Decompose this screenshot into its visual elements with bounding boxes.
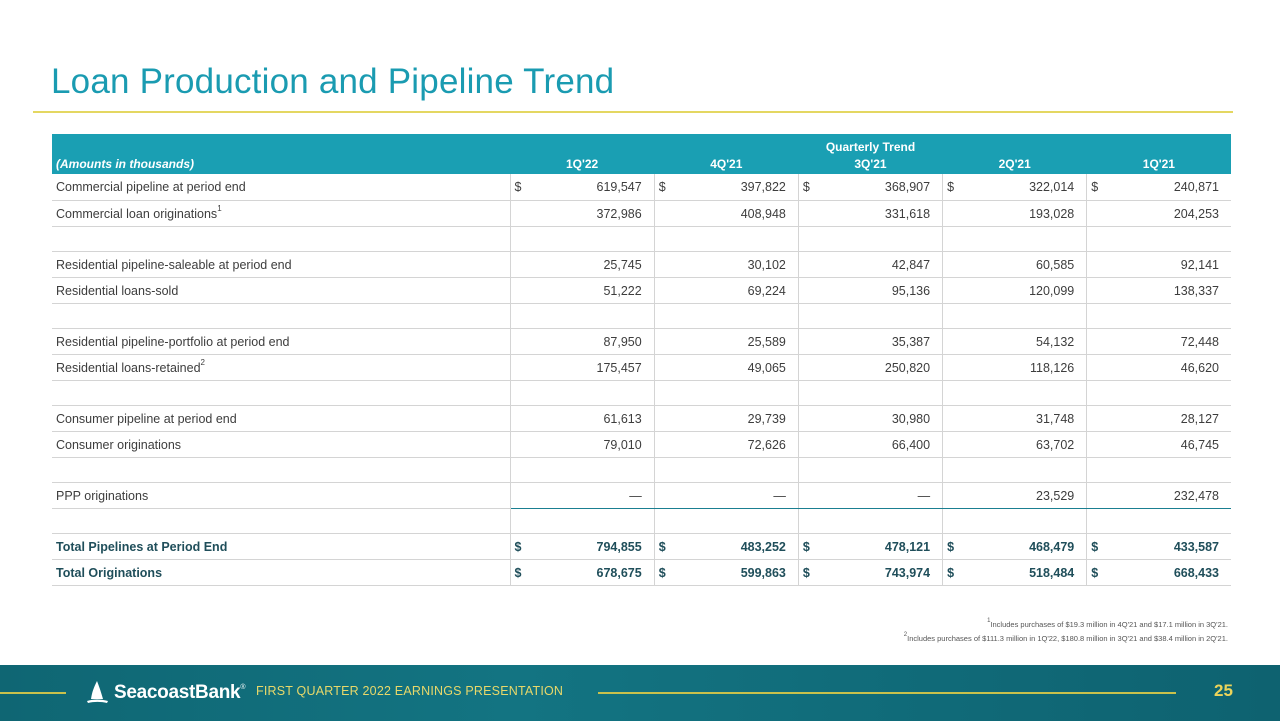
value-cell xyxy=(943,355,1087,381)
value-cell xyxy=(943,201,1087,227)
spacer-row xyxy=(52,381,1231,406)
cell-value: 138,337 xyxy=(1173,283,1219,298)
spacer-row xyxy=(52,227,1231,252)
logo-registered-mark: ® xyxy=(240,683,246,691)
table-row xyxy=(52,355,1231,381)
cell-value: — xyxy=(629,488,642,503)
value-cell xyxy=(654,381,798,406)
value-cell xyxy=(510,227,654,252)
quarterly-trend-header: Quarterly Trend xyxy=(510,134,1231,154)
currency-symbol: $ xyxy=(947,539,955,554)
cell-value: 743,974 xyxy=(884,565,931,580)
quarter-header: 4Q'21 xyxy=(654,154,798,174)
row-label-text: Residential pipeline-portfolio at period end xyxy=(56,334,290,349)
cell-value: 61,613 xyxy=(603,411,642,426)
value-cell xyxy=(798,406,942,432)
value-cell xyxy=(510,432,654,458)
value-cell xyxy=(943,458,1087,483)
value-cell xyxy=(798,304,942,329)
value-cell xyxy=(510,174,654,201)
row-label-text: Residential pipeline-saleable at period end xyxy=(56,257,292,272)
cell-value: 433,587 xyxy=(1173,539,1219,554)
footer-line-left xyxy=(0,692,66,694)
value-cell xyxy=(654,329,798,355)
cell-value: 372,986 xyxy=(596,206,642,221)
cell-value: 250,820 xyxy=(884,360,931,375)
logo-text: SeacoastBank xyxy=(114,682,241,703)
value-cell xyxy=(798,201,942,227)
table-row xyxy=(52,329,1231,355)
value-cell xyxy=(654,227,798,252)
cell-value: 397,822 xyxy=(740,180,786,194)
value-cell xyxy=(1087,304,1231,329)
value-cell xyxy=(510,252,654,278)
cell-value: 35,387 xyxy=(891,334,931,349)
value-cell xyxy=(798,534,942,560)
value-cell xyxy=(510,304,654,329)
table-row xyxy=(52,252,1231,278)
cell-value: 118,126 xyxy=(1030,360,1075,375)
table-row xyxy=(52,534,1231,560)
value-cell xyxy=(510,483,654,509)
value-cell xyxy=(943,483,1087,509)
presentation-title: FIRST QUARTER 2022 EARNINGS PRESENTATION xyxy=(256,684,564,698)
row-label-text: Residential loans-sold xyxy=(56,283,179,298)
row-label-text: Commercial loan originations xyxy=(56,206,218,221)
value-cell xyxy=(1087,278,1231,304)
row-label-text: Commercial pipeline at period end xyxy=(56,180,246,194)
footer-line-right xyxy=(598,692,1176,694)
currency-symbol: $ xyxy=(802,180,810,194)
cell-value: 25,589 xyxy=(747,334,786,349)
row-label xyxy=(52,458,510,483)
value-cell xyxy=(654,560,798,586)
currency-symbol: $ xyxy=(514,180,522,194)
value-cell xyxy=(654,432,798,458)
cell-value: 668,433 xyxy=(1173,565,1219,580)
table-row xyxy=(52,560,1231,586)
value-cell xyxy=(1087,458,1231,483)
table-row xyxy=(52,174,1231,201)
cell-value: 92,141 xyxy=(1180,257,1219,272)
cell-value: 69,224 xyxy=(747,283,786,298)
cell-value: 240,871 xyxy=(1173,180,1219,194)
footnote-1 xyxy=(987,620,1228,629)
row-label xyxy=(52,509,510,534)
cell-value: 30,980 xyxy=(891,411,931,426)
cell-value: 368,907 xyxy=(884,180,931,194)
value-cell xyxy=(1087,174,1231,201)
cell-value: 63,702 xyxy=(1036,437,1075,452)
value-cell xyxy=(510,560,654,586)
cell-value: 54,132 xyxy=(1036,334,1075,349)
value-cell xyxy=(654,304,798,329)
value-cell xyxy=(1087,329,1231,355)
cell-value: 46,745 xyxy=(1180,437,1219,452)
cell-value: 42,847 xyxy=(891,257,931,272)
value-cell xyxy=(654,174,798,201)
value-cell xyxy=(943,329,1087,355)
row-label-text: Residential loans-retained xyxy=(56,360,201,375)
cell-value: 204,253 xyxy=(1173,206,1219,221)
currency-symbol: $ xyxy=(947,180,955,194)
value-cell xyxy=(798,252,942,278)
cell-value: 51,222 xyxy=(603,283,642,298)
cell-value: 619,547 xyxy=(596,180,642,194)
value-cell xyxy=(654,355,798,381)
value-cell xyxy=(943,304,1087,329)
table-row xyxy=(52,406,1231,432)
table-row xyxy=(52,278,1231,304)
value-cell xyxy=(510,406,654,432)
value-cell xyxy=(798,278,942,304)
row-label xyxy=(52,483,510,509)
footnote-2 xyxy=(904,634,1228,643)
value-cell xyxy=(798,509,942,534)
currency-symbol: $ xyxy=(514,539,522,554)
row-label xyxy=(52,432,510,458)
value-cell xyxy=(654,406,798,432)
value-cell xyxy=(943,381,1087,406)
row-label-text: Consumer originations xyxy=(56,437,182,452)
cell-value: 120,099 xyxy=(1029,283,1075,298)
row-label xyxy=(52,201,510,227)
row-label xyxy=(52,278,510,304)
footnote-2-mark: 2 xyxy=(903,632,908,638)
currency-symbol: $ xyxy=(1091,565,1099,580)
row-label xyxy=(52,406,510,432)
sail-logo-icon xyxy=(84,680,110,706)
footnote-1-mark: 1 xyxy=(987,618,991,624)
value-cell xyxy=(943,406,1087,432)
table-row xyxy=(52,483,1231,509)
cell-value: 468,479 xyxy=(1029,539,1075,554)
amounts-header: (Amounts in thousands) xyxy=(52,154,510,174)
value-cell xyxy=(798,432,942,458)
value-cell xyxy=(798,381,942,406)
value-cell xyxy=(943,432,1087,458)
spacer-row xyxy=(52,304,1231,329)
cell-value: 478,121 xyxy=(884,539,931,554)
cell-value: — xyxy=(773,488,786,503)
cell-value: 23,529 xyxy=(1036,488,1075,503)
cell-value: 408,948 xyxy=(740,206,786,221)
table-row xyxy=(52,201,1231,227)
row-label xyxy=(52,560,510,586)
value-cell xyxy=(1087,381,1231,406)
row-label xyxy=(52,355,510,381)
currency-symbol: $ xyxy=(658,180,666,194)
value-cell xyxy=(1087,406,1231,432)
cell-value: 46,620 xyxy=(1180,360,1219,375)
cell-value: 175,457 xyxy=(596,360,642,375)
value-cell xyxy=(510,329,654,355)
value-cell xyxy=(1087,534,1231,560)
value-cell xyxy=(1087,560,1231,586)
cell-value: 72,448 xyxy=(1180,334,1219,349)
row-label-text: Consumer pipeline at period end xyxy=(56,411,237,426)
row-label xyxy=(52,381,510,406)
page-number: 25 xyxy=(1214,681,1233,700)
cell-value: 193,028 xyxy=(1029,206,1075,221)
quarter-header: 2Q'21 xyxy=(943,154,1087,174)
quarter-header: 1Q'21 xyxy=(1087,154,1231,174)
value-cell xyxy=(654,201,798,227)
value-cell xyxy=(510,534,654,560)
footnote-mark: 2 xyxy=(200,357,205,367)
table-body xyxy=(52,174,1231,586)
footnote-mark: 1 xyxy=(217,203,222,213)
currency-symbol: $ xyxy=(1091,180,1099,194)
cell-value: 518,484 xyxy=(1029,565,1075,580)
cell-value: 31,748 xyxy=(1036,411,1075,426)
row-label xyxy=(52,252,510,278)
value-cell xyxy=(1087,201,1231,227)
value-cell xyxy=(798,458,942,483)
row-label xyxy=(52,329,510,355)
title-divider xyxy=(33,111,1233,113)
value-cell xyxy=(654,534,798,560)
value-cell xyxy=(943,534,1087,560)
row-label-text: Total Pipelines at Period End xyxy=(56,539,228,554)
value-cell xyxy=(654,278,798,304)
cell-value: 72,626 xyxy=(747,437,786,452)
cell-value: 678,675 xyxy=(596,565,642,580)
value-cell xyxy=(1087,252,1231,278)
cell-value: 95,136 xyxy=(891,283,931,298)
row-label xyxy=(52,227,510,252)
currency-symbol: $ xyxy=(1091,539,1099,554)
footer-bar xyxy=(0,665,1280,721)
value-cell xyxy=(510,458,654,483)
value-cell xyxy=(943,560,1087,586)
cell-value: 331,618 xyxy=(884,206,931,221)
value-cell xyxy=(798,355,942,381)
cell-value: 232,478 xyxy=(1173,488,1219,503)
value-cell xyxy=(943,174,1087,201)
spacer-row xyxy=(52,458,1231,483)
currency-symbol: $ xyxy=(658,565,666,580)
footnote-2-text: Includes purchases of $111.3 million in 1Q'22, $180.8 million in 3Q'21 and $38.4 million in 2Q'21. xyxy=(907,634,1228,643)
value-cell xyxy=(1087,509,1231,534)
value-cell xyxy=(943,509,1087,534)
value-cell xyxy=(1087,432,1231,458)
cell-value: — xyxy=(917,488,931,503)
currency-symbol: $ xyxy=(802,539,810,554)
cell-value: 599,863 xyxy=(740,565,786,580)
currency-symbol: $ xyxy=(514,565,522,580)
footnote-1-text: Includes purchases of $19.3 million in 4Q'21 and $17.1 million in 3Q'21. xyxy=(990,620,1228,629)
value-cell xyxy=(798,560,942,586)
quarter-header: 1Q'22 xyxy=(510,154,654,174)
value-cell xyxy=(1087,227,1231,252)
currency-symbol: $ xyxy=(802,565,810,580)
value-cell xyxy=(943,227,1087,252)
page-title: Loan Production and Pipeline Trend xyxy=(51,62,615,101)
value-cell xyxy=(1087,355,1231,381)
cell-value: 66,400 xyxy=(891,437,931,452)
currency-symbol: $ xyxy=(658,539,666,554)
row-label-text: PPP originations xyxy=(56,488,149,503)
cell-value: 28,127 xyxy=(1180,411,1219,426)
value-cell xyxy=(798,227,942,252)
cell-value: 60,585 xyxy=(1036,257,1075,272)
value-cell xyxy=(943,252,1087,278)
value-cell xyxy=(798,483,942,509)
row-label-text: Total Originations xyxy=(56,565,163,580)
pipeline-table-container xyxy=(52,134,1231,586)
cell-value: 794,855 xyxy=(596,539,642,554)
value-cell xyxy=(510,278,654,304)
cell-value: 87,950 xyxy=(603,334,642,349)
value-cell xyxy=(798,329,942,355)
quarter-header: 3Q'21 xyxy=(798,154,942,174)
currency-symbol: $ xyxy=(947,565,955,580)
spacer-row xyxy=(52,509,1231,534)
value-cell xyxy=(654,483,798,509)
value-cell xyxy=(510,201,654,227)
row-label xyxy=(52,174,510,201)
pipeline-table xyxy=(52,134,1231,586)
cell-value: 49,065 xyxy=(747,360,786,375)
row-label xyxy=(52,534,510,560)
value-cell xyxy=(654,458,798,483)
table-row xyxy=(52,432,1231,458)
value-cell xyxy=(654,509,798,534)
cell-value: 79,010 xyxy=(603,437,642,452)
cell-value: 30,102 xyxy=(747,257,786,272)
row-label xyxy=(52,304,510,329)
value-cell xyxy=(943,278,1087,304)
value-cell xyxy=(798,174,942,201)
value-cell xyxy=(654,252,798,278)
cell-value: 483,252 xyxy=(740,539,786,554)
value-cell xyxy=(510,381,654,406)
value-cell xyxy=(1087,483,1231,509)
header-blank xyxy=(52,134,510,154)
cell-value: 29,739 xyxy=(747,411,786,426)
seacoast-logo xyxy=(84,679,245,707)
cell-value: 25,745 xyxy=(603,257,642,272)
cell-value: 322,014 xyxy=(1029,180,1075,194)
value-cell xyxy=(510,355,654,381)
value-cell xyxy=(510,509,654,534)
